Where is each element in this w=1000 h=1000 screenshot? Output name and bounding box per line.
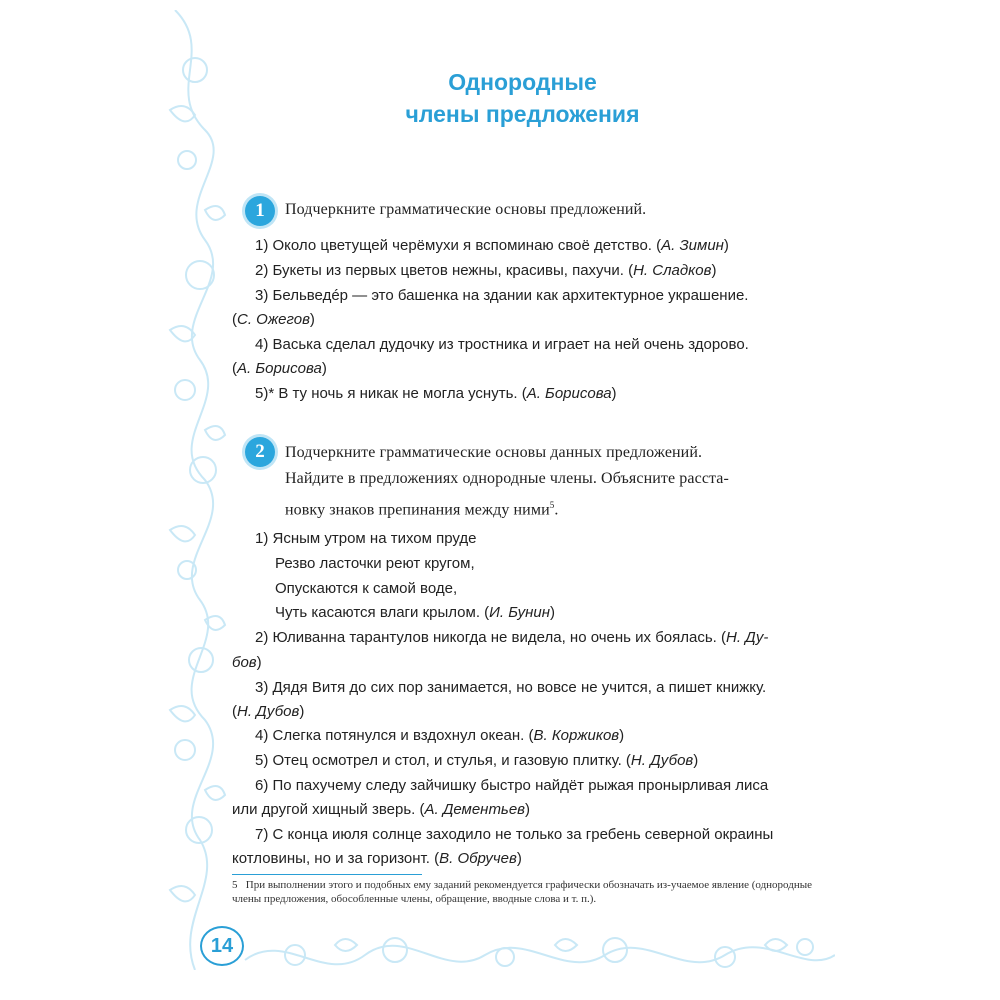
task-1-item: 2) Букеты из первых цветов нежны, красивы, пахучи. (Н. Сладков) bbox=[255, 262, 717, 279]
task-1-item: (С. Ожегов) bbox=[232, 311, 315, 328]
title-line-1: Однородные bbox=[448, 69, 597, 95]
footnote-mark: 5 bbox=[549, 500, 555, 510]
footnote-divider bbox=[232, 874, 422, 875]
task-2-item: 1) Ясным утром на тихом пруде bbox=[255, 530, 477, 547]
task-2-badge: 2 bbox=[245, 437, 275, 467]
task-2-item: Резво ласточки реют кругом, bbox=[275, 555, 475, 572]
task-2-item: котловины, но и за горизонт. (В. Обручев) bbox=[232, 850, 522, 867]
footnote bbox=[232, 878, 812, 906]
ornament-left-border bbox=[165, 10, 227, 970]
task-2-item: (Н. Дубов) bbox=[232, 703, 305, 720]
task-1-item: 5)* В ту ночь я никак не могла уснуть. (А. Борисова) bbox=[255, 385, 617, 402]
task-2-item: 4) Слегка потянулся и вздохнул океан. (В. Коржиков) bbox=[255, 727, 625, 744]
page-number: 14 bbox=[200, 926, 244, 966]
task-1-instruction: Подчеркните грамматические основы предложений. bbox=[285, 201, 647, 218]
task-1-item: 3) Бельведéр — это башенка на здании как архитектурное украшение. bbox=[255, 287, 749, 304]
ornament-bottom-border bbox=[165, 925, 835, 985]
task-2-item: 6) По пахучему следу зайчишку быстро найдёт рыжая пронырливая лиса bbox=[255, 777, 769, 794]
task-1-badge: 1 bbox=[245, 196, 275, 226]
task-2-instruction: Подчеркните грамматические основы данных предложений. Найдите в предложениях однородные члены. Объясните расста- новку знаков препинания между ними$^5$. bbox=[285, 444, 729, 519]
task-2-item: 2) Юливанна тарантулов никогда не видела, но очень их боялась. (Н. Ду- bbox=[255, 629, 769, 646]
task-2-item: Чуть касаются влаги крылом. (И. Бунин) bbox=[275, 604, 556, 621]
task-2-item: Опускаются к самой воде, bbox=[275, 580, 458, 597]
task-2-item: бов) bbox=[232, 654, 262, 671]
footnote-number: 5 bbox=[232, 879, 238, 891]
footnote-text: При выполнении этого и подобных ему заданий рекомендуется графически обозначать из-учаемое явление (однородные члены предложения, обособленные члены, обращение, вводные слова и т. п.). bbox=[232, 879, 812, 905]
task-2-item: 3) Дядя Витя до сих пор занимается, но вовсе не учится, а пишет книжку. bbox=[255, 679, 767, 696]
task-2-item: 7) С конца июля солнце заходило не только за гребень северной окраины bbox=[255, 826, 774, 843]
task-2-item: 5) Отец осмотрел и стол, и стулья, и газовую плитку. (Н. Дубов) bbox=[255, 752, 699, 769]
task-1-item: (А. Борисова) bbox=[232, 360, 327, 377]
task-1-item: 1) Около цветущей черёмухи я вспоминаю своё детство. (А. Зимин) bbox=[255, 237, 729, 254]
task-2-item: или другой хищный зверь. (А. Дементьев) bbox=[232, 801, 530, 818]
task-1-item: 4) Васька сделал дудочку из тростника и играет на ней очень здорово. bbox=[255, 336, 749, 353]
title-line-2: члены предложения bbox=[405, 101, 640, 127]
page-title bbox=[380, 66, 665, 130]
